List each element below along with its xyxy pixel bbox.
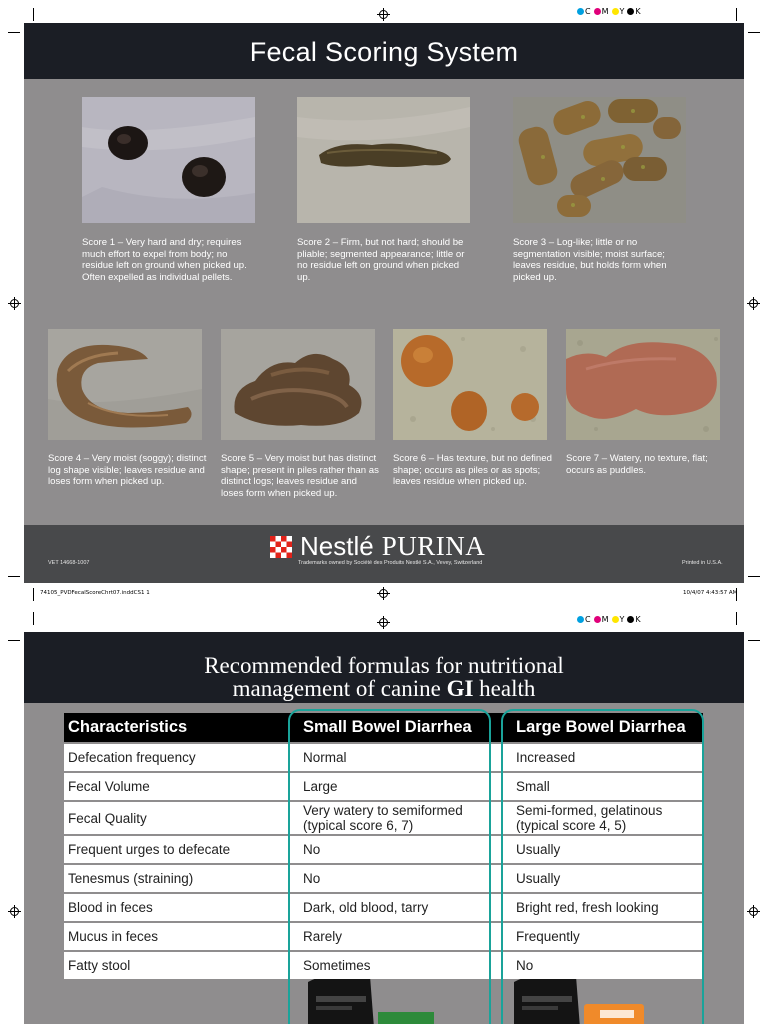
small-bowel-column-outline	[288, 709, 491, 1024]
yellow-dot-icon	[612, 8, 619, 15]
slug-file-name: 74105_PVDFecalScoreChrt07.inddCS1 1	[40, 590, 150, 596]
trademark-notice: Trademarks owned by Société des Produits Nestlé S.A., Vevey, Switzerland	[298, 560, 483, 566]
characteristic-cell: Blood in feces	[64, 893, 289, 922]
title-text: management of canine	[232, 676, 447, 701]
registration-mark-icon	[749, 907, 758, 916]
registration-mark-icon	[10, 907, 19, 916]
score-5-caption: Score 5 – Very moist but has distinct shape; present in piles rather than as distinct logs; leaves residue and loses form when picked up.	[221, 453, 379, 499]
large-bowel-column-outline	[501, 709, 704, 1024]
formulas-page	[24, 632, 744, 1024]
large-bowel-cell: Semi-formed, gelatinous (typical score 4, 5)	[502, 801, 703, 835]
large-bowel-cell: No	[502, 951, 703, 979]
black-dot-icon	[627, 8, 634, 15]
characteristic-cell: Frequent urges to defecate	[64, 835, 289, 864]
characteristic-cell: Mucus in feces	[64, 922, 289, 951]
cmyk-label: Y	[619, 615, 625, 624]
magenta-dot-icon	[594, 8, 601, 15]
title-bar	[24, 632, 744, 703]
header-characteristics: Characteristics	[64, 713, 289, 743]
small-bowel-cell: Dark, old blood, tarry	[289, 893, 502, 922]
score-6-caption: Score 6 – Has texture, but no defined shape; occurs as piles or as spots; leaves residue when picked up.	[393, 453, 552, 488]
title-bar	[24, 23, 744, 79]
page-title-line-2	[24, 677, 744, 700]
crop-mark	[8, 640, 20, 641]
score-4-caption: Score 4 – Very moist (soggy); distinct log shape visible; leaves residue and loses form when picked up.	[48, 453, 207, 488]
cmyk-label: M	[601, 7, 609, 16]
brand-footer	[24, 525, 744, 583]
crop-mark	[8, 576, 20, 577]
score-6-photo	[393, 329, 547, 440]
score-2-caption: Score 2 – Firm, but not hard; should be pliable; segmented appearance; little or no residue left on ground when picked up.	[297, 237, 465, 283]
score-7-photo	[566, 329, 720, 440]
yellow-dot-icon	[612, 616, 619, 623]
cmyk-label: C	[585, 615, 591, 624]
title-gi: GI	[446, 676, 474, 701]
score-3-photo	[513, 97, 686, 223]
registration-mark-icon	[749, 299, 758, 308]
registration-mark-icon	[379, 618, 388, 627]
small-bowel-cell: Large	[289, 772, 502, 801]
magenta-dot-icon	[594, 616, 601, 623]
large-bowel-cell: Usually	[502, 835, 703, 864]
title-text: health	[473, 676, 536, 701]
header-large-bowel: Large Bowel Diarrhea	[502, 713, 703, 743]
score-2-photo	[297, 97, 470, 223]
black-dot-icon	[627, 616, 634, 623]
characteristic-cell: Fecal Quality	[64, 801, 289, 835]
crop-mark	[8, 32, 20, 33]
cmyk-label: M	[601, 615, 609, 624]
printed-in-label: Printed in U.S.A.	[682, 560, 723, 566]
characteristic-cell: Tenesmus (straining)	[64, 864, 289, 893]
small-bowel-cell: Sometimes	[289, 951, 502, 979]
score-1-photo	[82, 97, 255, 223]
page-title-line-1: Recommended formulas for nutritional	[204, 653, 564, 678]
cmyk-label: Y	[619, 7, 625, 16]
registration-mark-icon	[379, 10, 388, 19]
large-bowel-cell: Small	[502, 772, 703, 801]
crop-mark	[748, 32, 760, 33]
registration-mark-icon	[10, 299, 19, 308]
cmyk-label: C	[585, 7, 591, 16]
small-bowel-cell: Normal	[289, 743, 502, 772]
characteristic-cell: Fatty stool	[64, 951, 289, 979]
score-5-photo	[221, 329, 375, 440]
characteristic-cell: Defecation frequency	[64, 743, 289, 772]
large-bowel-cell: Frequently	[502, 922, 703, 951]
small-bowel-cell: Very watery to semiformed (typical score 6, 7)	[289, 801, 502, 835]
cmyk-color-bar	[577, 615, 641, 624]
nestle-purina-logo	[270, 531, 485, 562]
cmyk-label: K	[635, 615, 641, 624]
score-3-caption: Score 3 – Log-like; little or no segmentation visible; moist surface; leaves residue, but holds form when picked up.	[513, 237, 667, 283]
score-4-photo	[48, 329, 202, 440]
cmyk-label: K	[635, 7, 641, 16]
fecal-scoring-page	[24, 23, 744, 583]
small-bowel-cell: No	[289, 864, 502, 893]
crop-mark	[33, 612, 34, 625]
nestle-wordmark: Nestlé	[300, 531, 374, 561]
registration-mark-icon	[379, 589, 388, 598]
small-bowel-cell: No	[289, 835, 502, 864]
cyan-dot-icon	[577, 8, 584, 15]
score-1-caption: Score 1 – Very hard and dry; requires much effort to expel from body; no residue left on ground when picked up. Often expelled as individual pellets.	[82, 237, 247, 283]
page-title: Fecal Scoring System	[249, 37, 519, 67]
slug-timestamp: 10/4/07 4:43:57 AM	[683, 590, 738, 596]
characteristic-cell: Fecal Volume	[64, 772, 289, 801]
document-code: VET 14668-1007	[48, 560, 90, 566]
crop-mark	[748, 640, 760, 641]
header-small-bowel: Small Bowel Diarrhea	[289, 713, 502, 743]
purina-wordmark: PURINA	[381, 531, 486, 561]
crop-mark	[33, 588, 34, 601]
crop-mark	[748, 576, 760, 577]
cyan-dot-icon	[577, 616, 584, 623]
large-bowel-cell: Usually	[502, 864, 703, 893]
crop-mark	[33, 8, 34, 21]
large-bowel-cell: Bright red, fresh looking	[502, 893, 703, 922]
small-bowel-cell: Rarely	[289, 922, 502, 951]
large-bowel-cell: Increased	[502, 743, 703, 772]
crop-mark	[736, 612, 737, 625]
crop-mark	[736, 8, 737, 21]
score-7-caption: Score 7 – Watery, no texture, flat; occurs as puddles.	[566, 453, 708, 476]
purina-checkerboard-icon	[270, 536, 292, 558]
cmyk-color-bar	[577, 7, 641, 16]
